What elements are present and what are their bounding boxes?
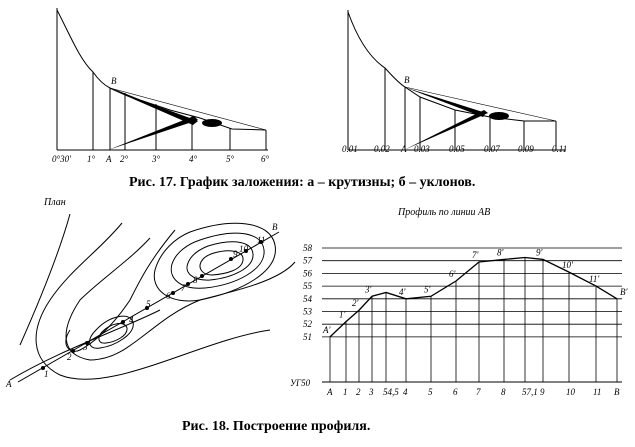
height-label: 55 [303,281,312,292]
profile-point-label: 2' [352,298,359,309]
caption-fig17: Рис. 17. График заложения: а – крутизны; б – уклонов. [129,175,476,190]
tick-label: 0.05 [449,144,465,154]
plan-title: План [44,197,66,208]
tick-label: 0.09 [518,144,534,154]
profile-x-label: 1 [343,387,348,397]
height-label: 58 [303,243,312,253]
profile-point-label: 9' [536,247,543,258]
tick-label: 0.03 [414,144,430,154]
contour-line [66,230,175,351]
plan-label-b: B [272,222,278,232]
plan-number: 9 [233,249,238,259]
profile-x-label: 6 [453,387,458,397]
caption-fig18: Рис. 18. Построение профиля. [182,419,371,434]
tick-label: 1° [87,154,96,164]
plan-number: 10 [239,244,248,254]
profile-point-label: 10' [562,260,573,271]
profile-x-label: B [614,387,620,397]
plan-number: 5 [146,299,151,309]
tick-label: 0.01 [342,144,358,154]
profile-point-label: 6' [449,269,456,280]
profile-x-label: 3 [369,387,374,397]
height-label: 52 [303,319,312,330]
tick-label: 0.07 [484,144,500,154]
profile-x-label: A [327,387,333,397]
profile-point-label: 4' [399,286,406,297]
profile-x-label: 11 [593,387,602,397]
plan-label-a: A [6,379,12,389]
height-label: 56 [303,268,312,279]
contour-line [171,233,264,288]
base-label: УГ50 [290,378,311,388]
profile-point-label: B' [620,286,628,297]
height-label: 54 [303,293,312,304]
profile-point-label: 7' [472,249,479,260]
profile-chart [290,243,628,397]
profile-point-label: A' [323,324,331,335]
tick-label: 0°30' [52,154,72,164]
height-label: 53 [303,306,312,317]
label-b-a: B [111,76,117,86]
plan-number: 7 [181,283,186,293]
profile-x-label: 7 [476,387,481,397]
plan-number: 6 [166,291,171,301]
profile-point-label: 1' [339,309,346,320]
tick-label: A [106,154,112,164]
profile-x-label: 9 [540,387,545,397]
tick-label: 0.11 [552,144,568,154]
plan-number: 3 [83,342,88,352]
plan-number: 4 [129,315,134,325]
tick-label: 6° [261,154,270,164]
profile-x-label: 10 [566,387,575,397]
curve-a [57,10,110,88]
height-label: 57 [303,255,312,266]
curve-b [348,12,405,87]
profile-x-label: 5 [428,387,433,397]
tick-label: 3° [152,154,161,164]
contour-plan [10,214,295,380]
label-b-b: B [404,75,410,85]
tick-label: A [401,144,407,154]
plan-number: 2 [67,352,72,362]
tick-label: 0.02 [374,144,390,154]
profile-title: Профиль по линии АВ [398,207,491,218]
profile-x-label: 8 [501,387,506,397]
tick-label: 2° [120,154,129,164]
profile-x-label: 4 [403,387,408,397]
profile-point-label: 5' [424,284,431,295]
plan-number: 8 [193,275,198,285]
ticks-b [342,144,567,154]
profile-x-label: 54,5 [383,387,399,397]
profile-x-label: 57,1 [522,387,538,397]
profile-point-label: 3' [365,284,372,295]
ticks-a [52,154,270,164]
chart-zalozhenie-uklonov [348,10,566,150]
contour-line [20,214,70,345]
profile-x-label: 2 [356,387,361,397]
plan-number: 11 [257,235,266,245]
profile-point-label: 8' [497,247,504,258]
height-label: 51 [303,331,312,342]
tick-label: 5° [226,154,235,164]
profile-point-label: 11' [589,274,600,285]
tick-label: 4° [189,154,198,164]
profile-line [330,258,617,337]
plan-number: 1 [44,369,49,379]
